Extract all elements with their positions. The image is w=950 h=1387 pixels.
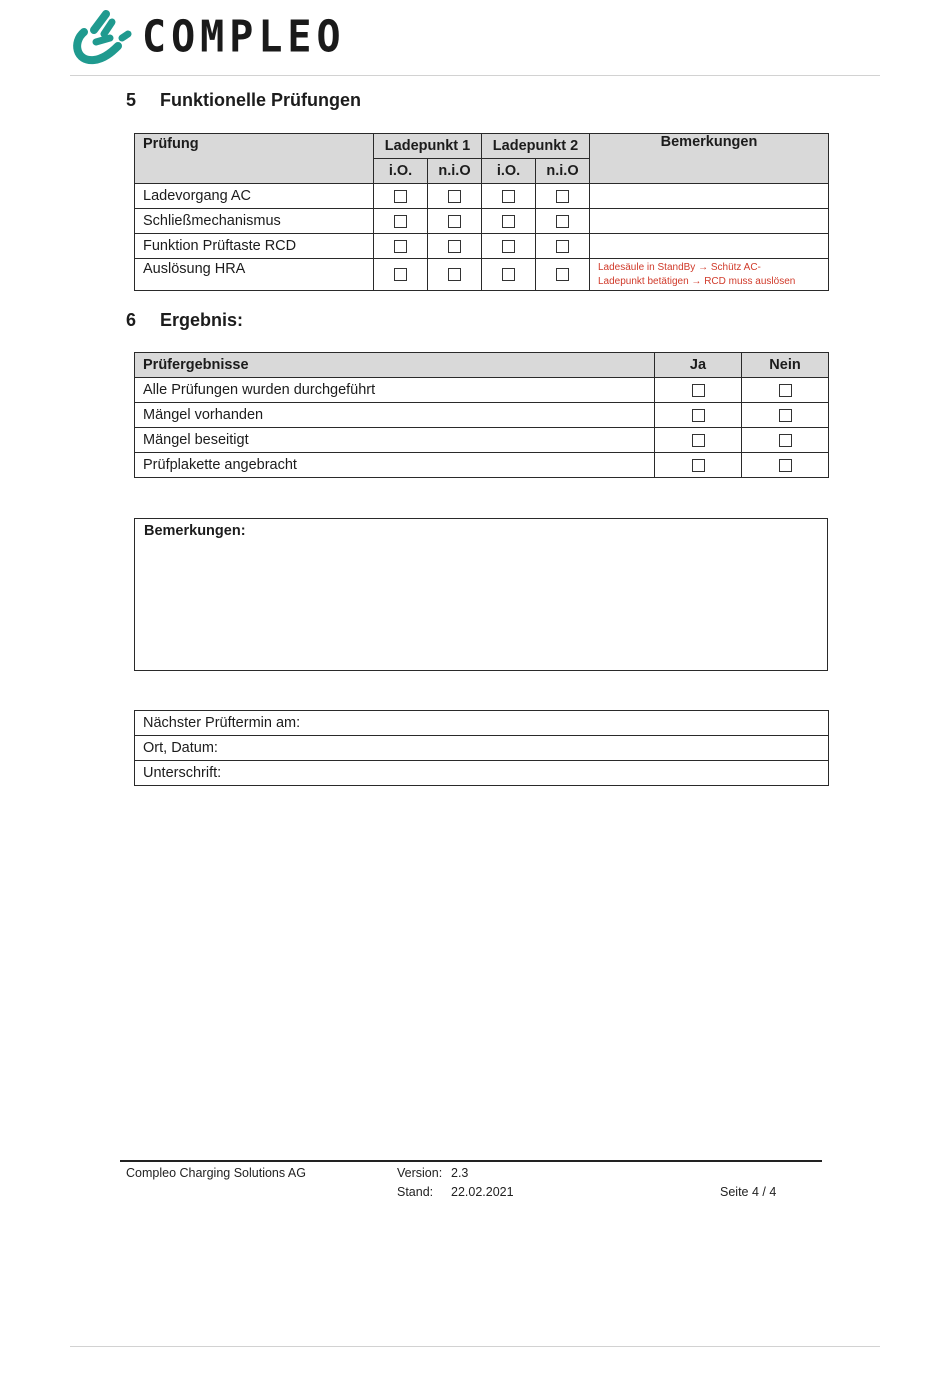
checkbox-ja[interactable] — [692, 434, 705, 447]
table-row — [135, 403, 829, 428]
result-label: Prüfplakette angebracht — [135, 453, 655, 478]
remark-cell[interactable] — [590, 184, 829, 209]
footer-stand-label: Stand: — [397, 1185, 434, 1199]
page-bottom-divider — [70, 1346, 880, 1347]
signature-table — [134, 710, 829, 786]
col-header-ladepunkt-2: Ladepunkt 2 — [482, 134, 590, 159]
test-label: Funktion Prüftaste RCD — [135, 234, 374, 259]
checkbox-lp1-nio[interactable] — [448, 240, 461, 253]
table-row — [135, 378, 829, 403]
footer-company: Compleo Charging Solutions AG — [126, 1166, 306, 1180]
checkbox-nein[interactable] — [779, 384, 792, 397]
sub-header-lp1-io: i.O. — [374, 159, 428, 184]
section-6-title: Ergebnis: — [160, 310, 244, 330]
table-row — [135, 428, 829, 453]
table-row — [135, 209, 829, 234]
checkbox-ja[interactable] — [692, 384, 705, 397]
functional-tests-table — [134, 133, 829, 291]
table-row[interactable] — [135, 736, 829, 761]
results-table — [134, 352, 829, 478]
result-label: Mängel vorhanden — [135, 403, 655, 428]
header-divider — [70, 75, 880, 76]
checkbox-lp1-io[interactable] — [394, 215, 407, 228]
col-header-nein: Nein — [742, 353, 829, 378]
test-label: Schließmechanismus — [135, 209, 374, 234]
checkbox-lp1-io[interactable] — [394, 190, 407, 203]
remarks-label: Bemerkungen: — [144, 523, 246, 539]
remark-cell[interactable] — [590, 259, 829, 291]
footer-version-value: 2.3 — [451, 1166, 469, 1180]
compleo-logo-icon — [70, 8, 132, 68]
remark-cell[interactable] — [590, 209, 829, 234]
checkbox-nein[interactable] — [779, 434, 792, 447]
table-row[interactable] — [135, 711, 829, 736]
col-header-ja: Ja — [655, 353, 742, 378]
checkbox-lp2-io[interactable] — [502, 240, 515, 253]
test-label: Ladevorgang AC — [135, 184, 374, 209]
remark-note-line-2: Ladepunkt betätigen → RCD muss auslösen — [598, 275, 796, 287]
footer-divider — [120, 1160, 822, 1162]
remarks-box[interactable] — [134, 518, 828, 671]
result-label: Mängel beseitigt — [135, 428, 655, 453]
place-date-field[interactable]: Ort, Datum: — [135, 736, 829, 761]
table-row — [135, 234, 829, 259]
col-header-bemerkungen: Bemerkungen — [590, 134, 829, 184]
checkbox-lp2-nio[interactable] — [556, 190, 569, 203]
section-6-number: 6 — [126, 310, 137, 330]
sub-header-lp2-nio: n.i.O — [536, 159, 590, 184]
checkbox-lp1-nio[interactable] — [448, 215, 461, 228]
checkbox-lp1-nio[interactable] — [448, 190, 461, 203]
checkbox-lp2-nio[interactable] — [556, 240, 569, 253]
checkbox-lp2-nio[interactable] — [556, 268, 569, 281]
checkbox-lp1-nio[interactable] — [448, 268, 461, 281]
signature-field[interactable]: Unterschrift: — [135, 761, 829, 786]
remark-cell[interactable] — [590, 234, 829, 259]
checkbox-lp2-io[interactable] — [502, 268, 515, 281]
checkbox-nein[interactable] — [779, 409, 792, 422]
footer-version-label: Version: — [397, 1166, 443, 1180]
table-row — [135, 259, 829, 291]
footer-page-number: Seite 4 / 4 — [720, 1185, 777, 1199]
table-row — [135, 184, 829, 209]
sub-header-lp1-nio: n.i.O — [428, 159, 482, 184]
next-test-date-field[interactable]: Nächster Prüftermin am: — [135, 711, 829, 736]
checkbox-lp1-io[interactable] — [394, 240, 407, 253]
checkbox-lp1-io[interactable] — [394, 268, 407, 281]
result-label: Alle Prüfungen wurden durchgeführt — [135, 378, 655, 403]
checkbox-ja[interactable] — [692, 409, 705, 422]
checkbox-lp2-nio[interactable] — [556, 215, 569, 228]
remark-note-line-1: Ladesäule in StandBy → Schütz AC- — [598, 261, 761, 273]
col-header-pruefung: Prüfung — [135, 134, 374, 184]
checkbox-ja[interactable] — [692, 459, 705, 472]
section-5-number: 5 — [126, 90, 137, 110]
sub-header-lp2-io: i.O. — [482, 159, 536, 184]
table-row — [135, 453, 829, 478]
col-header-results: Prüfergebnisse — [135, 353, 655, 378]
table-row[interactable] — [135, 761, 829, 786]
checkbox-lp2-io[interactable] — [502, 215, 515, 228]
checkbox-lp2-io[interactable] — [502, 190, 515, 203]
section-5-title: Funktionelle Prüfungen — [160, 90, 361, 110]
logo-wordmark: COMPLEO — [142, 12, 346, 63]
test-label: Auslösung HRA — [135, 259, 374, 291]
footer-stand-value: 22.02.2021 — [451, 1185, 514, 1199]
checkbox-nein[interactable] — [779, 459, 792, 472]
col-header-ladepunkt-1: Ladepunkt 1 — [374, 134, 482, 159]
